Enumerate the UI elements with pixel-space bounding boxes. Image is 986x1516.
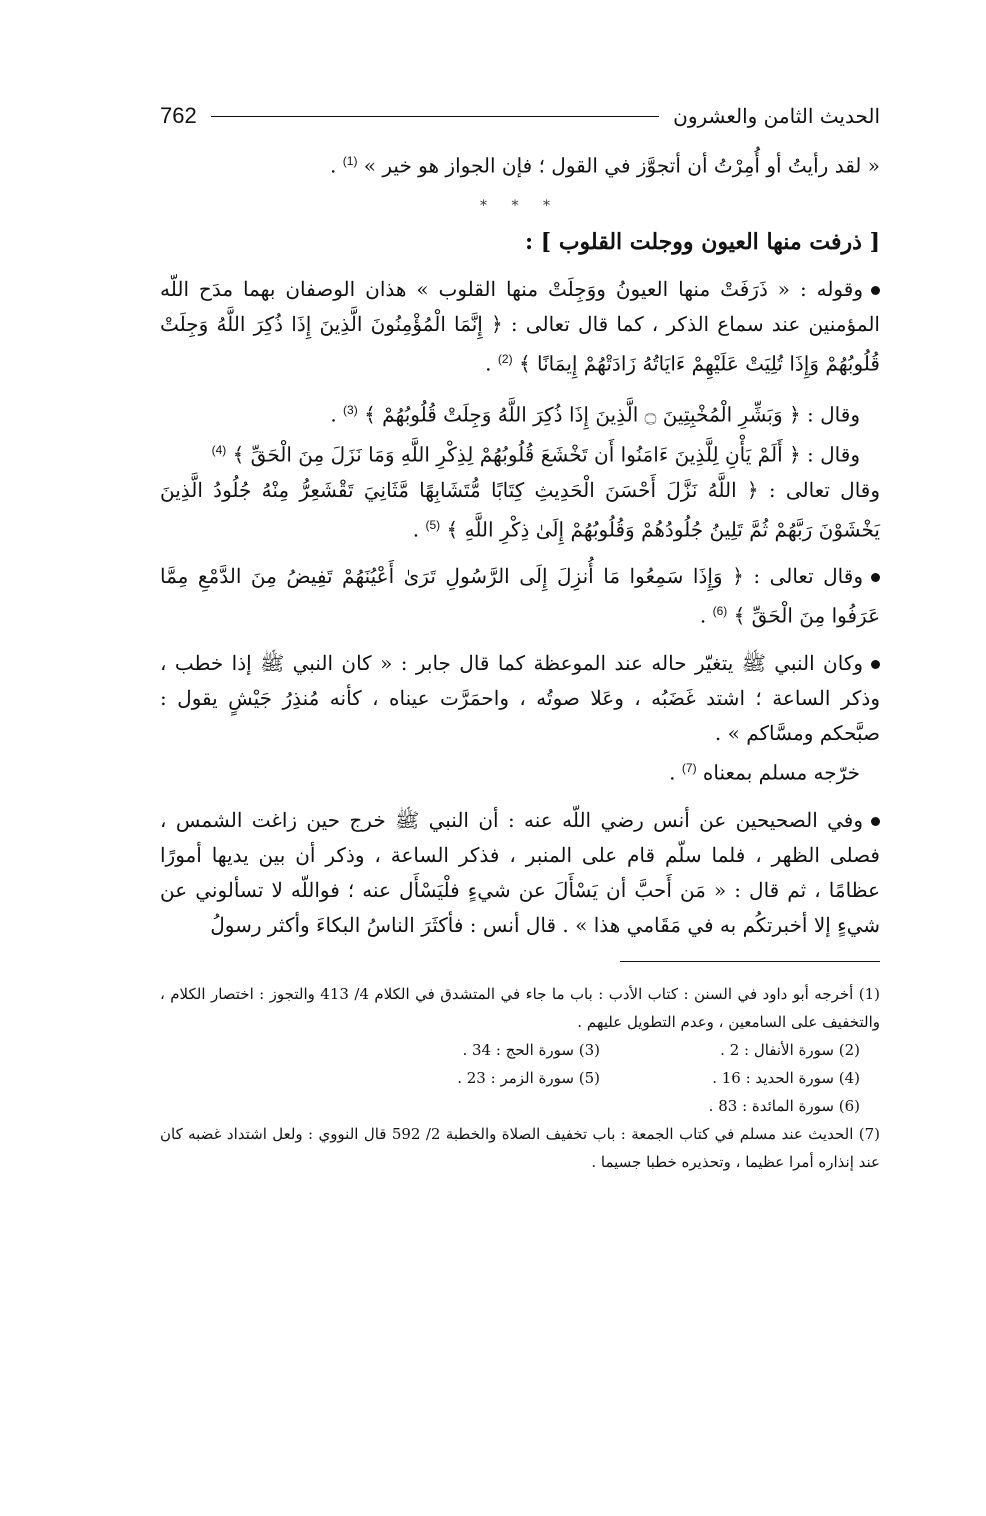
paragraph-5-text: وقال تعالى : ﴿ وَإِذَا سَمِعُوا مَا أُنزِلَ إِلَى الرَّسُولِ تَرَىٰ أَعْيُنَهُمْ تَفِيضُ مِنَ الدَّمْعِ مِمَّا عَرَفُوا مِنَ الْحَقِّ ﴾ (160, 564, 880, 628)
paragraph-5 (160, 559, 880, 634)
paragraph-2-text: وقال : ﴿ وَبَشِّرِ الْمُخْبِتِينَ ۝ الَّذِينَ إِذَا ذُكِرَ اللَّهُ وَجِلَتْ قُلُوبُهُمْ ﴾ (364, 402, 860, 427)
paragraph-8 (160, 803, 880, 943)
bullet-icon (871, 660, 880, 669)
section-heading: [ ذرفت منها العيون ووجلت القلوب ] : (525, 228, 880, 255)
paragraph-3 (160, 433, 880, 473)
paragraph-8-text: وفي الصحيحين عن أنس رضي اللّه عنه : أن النبي ﷺ خرج حين زاغت الشمس ، فصلى الظهر ، فلما سلّم قام على المنبر ، فذكر الساعة ، وذكر أن بين يديها أمورًا عظامًا ، ثم قال : « مَن أَحبَّ أن يَسْأَلَ عن شيءٍ فلْيَسْأَل عنه ؛ فواللّه لا تسألوني عن شيءٍ إلا أخبرتكُم به في مَقَامي هذا » . قال أنس : فأكثَرَ الناسُ البكاءَ وأكثر رسولُ (160, 807, 880, 937)
footnote-ref-6: (6) (712, 604, 728, 619)
paragraph-7-text: خرّجه مسلم بمعناه (702, 760, 860, 785)
paragraph-1-text: وقوله : « ذَرَفَتْ منها العيونُ ووَجِلَتْ منها القلوب » هذان الوصفان بهما مدَح اللّه المؤمنين عند سماع الذكر ، كما قال تعالى : ﴿ إِنَّمَا الْمُؤْمِنُونَ الَّذِينَ إِذَا ذُكِرَ اللَّهُ وَجِلَتْ قُلُوبُهُمْ وَإِذَا تُلِيَتْ عَلَيْهِمْ ءَايَاتُهُ زَادَتْهُمْ إِيمَانًا ﴾ (160, 276, 880, 376)
opening-end: . (330, 153, 343, 178)
paragraph-2-end: . (330, 402, 344, 427)
paragraph-7-end: . (669, 760, 682, 785)
paragraph-6 (160, 646, 880, 751)
paragraph-5-end: . (699, 603, 713, 628)
page-number: 762 (160, 103, 197, 128)
opening-text: « لقد رأيتُ أو أُمِرْتُ أن أتجوَّز في القول ؛ فإن الجواز هو خير » (363, 153, 880, 178)
footnote-3: (3) سورة الحج : 34 . (462, 1040, 600, 1059)
footnote-4: (4) سورة الحديد : 16 . (712, 1068, 860, 1087)
paragraph-2 (160, 393, 880, 433)
footnote-7: (7) الحديث عند مسلم في كتاب الجمعة : باب تخفيف الصلاة والخطبة 2/ 592 قال النووي : ولعل اشتداد غضبه كان عند إنذاره أمرا عظيما ، وتحذيره خطبا جسيما . (160, 1124, 881, 1171)
paragraph-1 (160, 272, 880, 382)
running-head-title: الحديث الثامن والعشرون (673, 104, 880, 128)
paragraph-3-text: وقال : ﴿ أَلَمْ يَأْنِ لِلَّذِينَ ءَامَنُوا أَن تَخْشَعَ قُلُوبُهُمْ لِذِكْرِ اللَّهِ وَمَا نَزَلَ مِنَ الْحَقِّ ﴾ (232, 442, 860, 467)
footnote-ref-2: (2) (497, 351, 513, 366)
bullet-icon (871, 573, 880, 582)
opening-quote (160, 144, 880, 184)
paragraph-4 (160, 473, 880, 548)
footnote-ref-7: (7) (681, 760, 697, 775)
paragraph-4-text: وقال تعالى : ﴿ اللَّهُ نَزَّلَ أَحْسَنَ الْحَدِيثِ كِتَابًا مُّتَشَابِهًا مَّثَانِيَ تَقْشَعِرُّ مِنْهُ جُلُودُ الَّذِينَ يَخْشَوْنَ رَبَّهُمْ ثُمَّ تَلِينُ جُلُودُهُمْ وَقُلُوبُهُمْ إِلَىٰ ذِكْرِ اللَّهِ ﴾ (160, 477, 881, 542)
bullet-icon (871, 817, 880, 826)
footnote-row-4-5 (160, 1064, 880, 1092)
footnote-separator (620, 961, 880, 962)
footnote-2: (2) سورة الأنفال : 2 . (720, 1040, 860, 1059)
running-head (160, 96, 880, 136)
footnote-ref-5: (5) (425, 517, 441, 532)
footnote-1: (1) أخرجه أبو داود في السنن : كتاب الأدب : باب ما جاء في المتشدق في الكلام 4/ 413 والتجوز : اختصار الكلام ، والتخفيف على السامعين ، وعدم التطويل عليهم . (160, 984, 881, 1031)
book-page (160, 96, 880, 1176)
bullet-icon (871, 286, 880, 295)
footnote-ref-3: (3) (343, 403, 358, 418)
paragraph-7 (160, 751, 880, 791)
footnotes (160, 980, 880, 1176)
section-separator: * * * (480, 197, 560, 214)
paragraph-6-text: وكان النبي ﷺ يتغيّر حاله عند الموعظة كما قال جابر : « كان النبي ﷺ إذا خطب ، وذكر الساعة ؛ اشتد غَضَبُه ، وعَلا صوتُه ، واحمَرَّت عيناه ، كأنه مُنذِرُ جَيْشٍ يقول : صبَّحكم ومسَّاكم » . (160, 650, 880, 745)
running-head-rule (211, 116, 659, 117)
footnote-ref-4: (4) (211, 442, 227, 457)
footnote-6: (6) سورة المائدة : 83 . (708, 1096, 860, 1115)
footnote-ref-1: (1) (342, 154, 358, 168)
paragraph-1-end: . (485, 351, 498, 376)
footnote-5: (5) سورة الزمر : 23 . (457, 1068, 600, 1087)
footnote-row-2-3 (160, 1036, 880, 1064)
paragraph-4-end: . (412, 517, 426, 542)
